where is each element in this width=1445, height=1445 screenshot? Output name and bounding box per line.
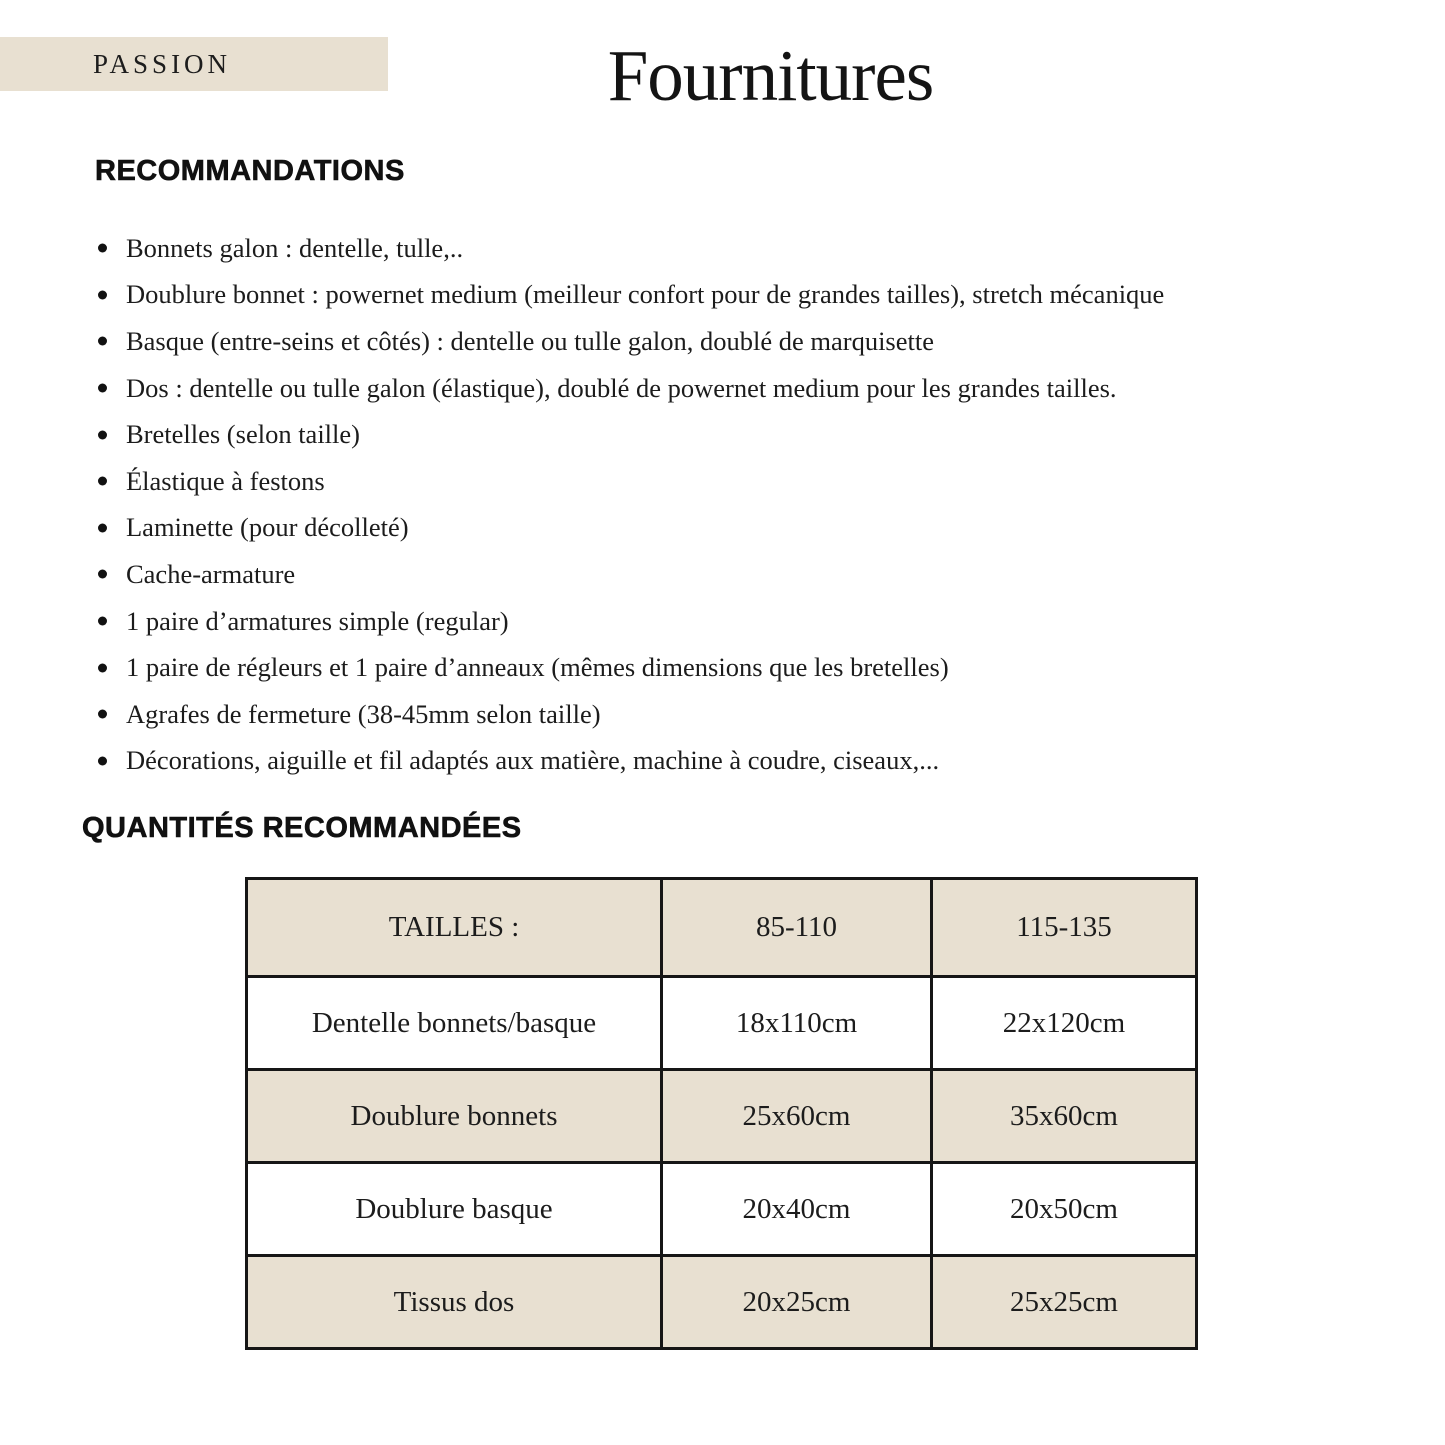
brand-label: PASSION — [93, 48, 232, 79]
list-item: Laminette (pour décolleté) — [95, 505, 1405, 552]
list-item: Bonnets galon : dentelle, tulle,.. — [95, 225, 1405, 272]
table-cell: 20x40cm — [662, 1163, 932, 1256]
list-item: Bretelles (selon taille) — [95, 411, 1405, 458]
table-cell: Doublure basque — [247, 1163, 662, 1256]
table-cell: 20x25cm — [662, 1256, 932, 1349]
table-cell: Dentelle bonnets/basque — [247, 977, 662, 1070]
table-cell: 22x120cm — [932, 977, 1197, 1070]
list-item: Agrafes de fermeture (38-45mm selon taille) — [95, 691, 1405, 738]
table-header-row — [247, 879, 1197, 977]
quantities-heading: QUANTITÉS RECOMMANDÉES — [82, 812, 522, 844]
quantities-table — [245, 877, 1198, 1350]
recommendations-heading: RECOMMANDATIONS — [95, 155, 405, 187]
page-title: Fournitures — [607, 35, 934, 116]
list-item: Décorations, aiguille et fil adaptés aux matière, machine à coudre, ciseaux,... — [95, 738, 1405, 785]
table-row — [247, 1070, 1197, 1163]
table-row — [247, 1163, 1197, 1256]
list-item: 1 paire de régleurs et 1 paire d’anneaux (mêmes dimensions que les bretelles) — [95, 644, 1405, 691]
table-header-cell: 85-110 — [662, 879, 932, 977]
table-cell: 35x60cm — [932, 1070, 1197, 1163]
list-item: Doublure bonnet : powernet medium (meilleur confort pour de grandes tailles), stretch mécanique — [95, 272, 1405, 319]
table-cell: Tissus dos — [247, 1256, 662, 1349]
list-item: 1 paire d’armatures simple (regular) — [95, 598, 1405, 645]
table-row — [247, 977, 1197, 1070]
list-item: Élastique à festons — [95, 458, 1405, 505]
list-item: Basque (entre-seins et côtés) : dentelle ou tulle galon, doublé de marquisette — [95, 318, 1405, 365]
table-header-cell: TAILLES : — [247, 879, 662, 977]
table-row — [247, 1256, 1197, 1349]
recommendations-list — [95, 225, 1405, 784]
table-cell: 25x60cm — [662, 1070, 932, 1163]
table-cell: 18x110cm — [662, 977, 932, 1070]
table-cell: Doublure bonnets — [247, 1070, 662, 1163]
list-item: Cache-armature — [95, 551, 1405, 598]
list-item: Dos : dentelle ou tulle galon (élastique), doublé de powernet medium pour les grandes tailles. — [95, 365, 1405, 412]
table-cell: 25x25cm — [932, 1256, 1197, 1349]
table-cell: 20x50cm — [932, 1163, 1197, 1256]
table-header-cell: 115-135 — [932, 879, 1197, 977]
